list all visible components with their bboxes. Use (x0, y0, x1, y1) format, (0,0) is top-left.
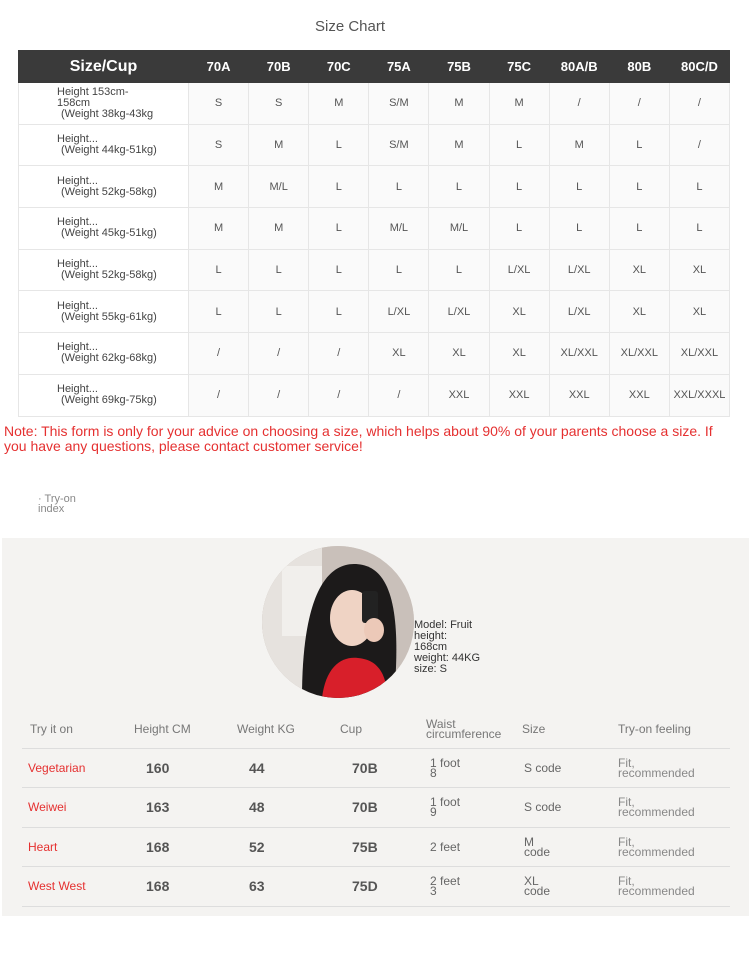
tryon-cup (332, 827, 418, 867)
row-height-range: Height... (57, 216, 98, 229)
size-row-header (19, 333, 189, 375)
size-cell: L (669, 166, 729, 208)
tryon-weight-text: 52 (249, 838, 265, 855)
tryon-header: Try it on (22, 710, 126, 748)
model-photo (262, 546, 414, 698)
size-cell: L (609, 124, 669, 166)
cup-header: 70C (309, 51, 369, 83)
size-cell: / (249, 333, 309, 375)
tryon-waist (418, 827, 514, 867)
size-cell: / (369, 374, 429, 416)
tryon-size-text: M code (524, 834, 551, 859)
row-weight-range: (Weight 52kg-58kg) (61, 185, 157, 198)
tryon-cup-text: 70B (352, 759, 378, 776)
tryon-size-text: S code (524, 760, 562, 775)
size-cell: S/M (369, 124, 429, 166)
tryon-cup (332, 788, 418, 828)
size-cell: XXL (429, 374, 489, 416)
size-cell: XL/XXL (549, 333, 609, 375)
tryon-size (514, 827, 610, 867)
tryon-header-row (22, 710, 730, 748)
tryon-weight-text: 63 (249, 878, 265, 895)
cup-header: 70A (189, 51, 249, 83)
size-cell: L (489, 124, 549, 166)
tryon-name (22, 827, 126, 867)
tryon-weight-text: 48 (249, 799, 265, 816)
tryon-feeling (610, 788, 730, 828)
tryon-feeling-text: Fit, recommended (618, 795, 695, 820)
size-cell: XL (369, 333, 429, 375)
row-height-range: Height... (57, 383, 98, 396)
row-weight-range: (Weight 44kg-51kg) (61, 144, 157, 157)
size-cell: M (429, 124, 489, 166)
tryon-cup-text: 70B (352, 799, 378, 816)
tryon-header: Height CM (126, 710, 229, 748)
size-note: Note: This form is only for your advice on choosing a size, which helps about 90% of your parents choose a size. If you have any questions, please contact customer service! (4, 423, 713, 454)
tryon-feeling-text: Fit, recommended (618, 874, 695, 899)
size-chart-row (19, 333, 730, 375)
tryon-size (514, 748, 610, 788)
size-cell: L (309, 249, 369, 291)
size-cell: L (309, 208, 369, 250)
cup-header: 80C/D (669, 51, 729, 83)
size-cell: M (249, 208, 309, 250)
tryon-feeling (610, 748, 730, 788)
tryon-feeling (610, 867, 730, 907)
size-cell: M (189, 208, 249, 250)
tryon-size (514, 788, 610, 828)
size-row-header (19, 83, 189, 125)
tryon-feeling (610, 827, 730, 867)
tryon-name (22, 788, 126, 828)
tryon-waist-text: 1 foot 8 (430, 755, 461, 780)
size-chart-row (19, 166, 730, 208)
size-cell: L/XL (429, 291, 489, 333)
tryon-name (22, 867, 126, 907)
tryon-header: Size (514, 710, 610, 748)
size-cell: L/XL (549, 249, 609, 291)
tryon-header: Cup (332, 710, 418, 748)
size-cell: / (249, 374, 309, 416)
model-height-value: 168cm (414, 641, 448, 653)
tryon-feeling-text: Fit, recommended (618, 755, 695, 780)
tryon-waist (418, 748, 514, 788)
size-cell: L (669, 208, 729, 250)
cup-header: 75A (369, 51, 429, 83)
size-cell: S (189, 83, 249, 125)
tryon-row (22, 788, 730, 828)
size-chart-row (19, 291, 730, 333)
size-chart-row (19, 124, 730, 166)
tryon-name-text: Vegetarian (28, 760, 86, 775)
tryon-name-text: Heart (28, 839, 58, 854)
size-cell: L (369, 249, 429, 291)
size-cell: / (309, 333, 369, 375)
size-chart-title: Size Chart (314, 18, 386, 35)
size-row-header (19, 166, 189, 208)
tryon-cup-text: 75D (352, 878, 378, 895)
row-height-range: Height... (57, 174, 98, 187)
size-cell: L (609, 166, 669, 208)
size-cell: / (189, 374, 249, 416)
cup-header: 80A/B (549, 51, 609, 83)
row-height-range: Height... (57, 258, 98, 271)
size-row-header (19, 291, 189, 333)
size-cell: / (309, 374, 369, 416)
size-cell: L (249, 249, 309, 291)
size-cell: M (429, 83, 489, 125)
row-height-range: Height... (57, 299, 98, 312)
row-height-range: Height 153cm-158cm (57, 85, 129, 109)
size-cell: S (249, 83, 309, 125)
model-photo-illustration (262, 546, 414, 698)
tryon-row (22, 827, 730, 867)
row-height-range: Height... (57, 341, 98, 354)
size-cell: M/L (249, 166, 309, 208)
cup-header: 70B (249, 51, 309, 83)
size-cell: XL/XXL (609, 333, 669, 375)
size-chart-row (19, 208, 730, 250)
row-weight-range: (Weight 38kg-43kg (61, 107, 154, 120)
tryon-weight-text: 44 (249, 759, 265, 776)
tryon-size (514, 867, 610, 907)
model-size: size: S (414, 663, 448, 675)
cup-header: 75B (429, 51, 489, 83)
tryon-size-text: XL code (524, 874, 551, 899)
tryon-height-text: 163 (146, 799, 170, 816)
tryon-name-text: West West (28, 879, 86, 894)
tryon-weight (229, 748, 332, 788)
tryon-row (22, 748, 730, 788)
size-cell: XXL (549, 374, 609, 416)
size-cell: XL (489, 333, 549, 375)
size-cell: XL (609, 291, 669, 333)
tryon-row (22, 867, 730, 907)
size-cell: XL (489, 291, 549, 333)
size-cell: M/L (429, 208, 489, 250)
size-chart-row (19, 83, 730, 125)
tryon-section (2, 538, 749, 916)
size-cell: XL (669, 249, 729, 291)
size-cell: L (429, 249, 489, 291)
row-weight-range: (Weight 69kg-75kg) (61, 394, 157, 407)
tryon-waist-text: 2 feet 3 (430, 874, 461, 899)
size-cell: L (189, 249, 249, 291)
size-cell: / (609, 83, 669, 125)
model-weight: weight: 44KG (414, 652, 481, 664)
tryon-height (126, 827, 229, 867)
tryon-size-text: S code (524, 800, 562, 815)
tryon-cup (332, 867, 418, 907)
tryon-header: Weight KG (229, 710, 332, 748)
tryon-waist (418, 867, 514, 907)
size-cell: L/XL (489, 249, 549, 291)
tryon-weight (229, 788, 332, 828)
size-cell: L (309, 124, 369, 166)
size-cell: L (369, 166, 429, 208)
size-cell: M (489, 83, 549, 125)
size-cell: / (669, 124, 729, 166)
size-cell: XL (669, 291, 729, 333)
size-cell: L (189, 291, 249, 333)
tryon-table (22, 710, 730, 907)
size-cell: M (189, 166, 249, 208)
size-cell: XL/XXL (669, 333, 729, 375)
size-chart-table (18, 50, 730, 417)
model-info (414, 620, 480, 675)
size-cell: XL (609, 249, 669, 291)
size-cell: L (309, 291, 369, 333)
size-cell: / (189, 333, 249, 375)
size-cell: L/XL (549, 291, 609, 333)
size-cell: L (489, 208, 549, 250)
size-cell: XL (429, 333, 489, 375)
size-chart-header-row (19, 51, 730, 83)
size-cell: S (189, 124, 249, 166)
size-cell: L (549, 166, 609, 208)
size-cell: M (249, 124, 309, 166)
size-row-header (19, 249, 189, 291)
size-row-header (19, 124, 189, 166)
tryon-cup-text: 75B (352, 838, 378, 855)
row-weight-range: (Weight 62kg-68kg) (61, 352, 157, 365)
size-cell: M (309, 83, 369, 125)
tryon-feeling-text: Fit, recommended (618, 834, 695, 859)
tryon-waist-text: 2 feet (430, 839, 461, 854)
tryon-weight (229, 867, 332, 907)
row-weight-range: (Weight 55kg-61kg) (61, 310, 157, 323)
size-cell: / (549, 83, 609, 125)
size-chart-row (19, 249, 730, 291)
size-cell: L (309, 166, 369, 208)
tryon-cup (332, 748, 418, 788)
size-cell: L (489, 166, 549, 208)
size-cell: L/XL (369, 291, 429, 333)
size-cell: XXL (609, 374, 669, 416)
tryon-name-text: Weiwei (28, 800, 67, 815)
size-cell: XXL (489, 374, 549, 416)
size-cell: L (549, 208, 609, 250)
size-cup-header: Size/Cup (19, 51, 189, 83)
tryon-height-text: 160 (146, 759, 170, 776)
size-chart-row (19, 374, 730, 416)
tryon-index-label: · Try-on index (38, 493, 76, 515)
size-cell: M (549, 124, 609, 166)
size-cell: XXL/XXXL (669, 374, 729, 416)
size-cell: L (609, 208, 669, 250)
tryon-weight (229, 827, 332, 867)
tryon-height-text: 168 (146, 878, 170, 895)
size-row-header (19, 208, 189, 250)
model-height-label: height: (414, 630, 448, 642)
tryon-height (126, 867, 229, 907)
size-row-header (19, 374, 189, 416)
cup-header: 75C (489, 51, 549, 83)
tryon-header: Try-on feeling (610, 710, 730, 748)
tryon-height (126, 748, 229, 788)
size-cell: M/L (369, 208, 429, 250)
size-cell: L (249, 291, 309, 333)
cup-header: 80B (609, 51, 669, 83)
tryon-height-text: 168 (146, 838, 170, 855)
row-weight-range: (Weight 52kg-58kg) (61, 269, 157, 282)
tryon-waist (418, 788, 514, 828)
size-cell: L (429, 166, 489, 208)
row-weight-range: (Weight 45kg-51kg) (61, 227, 157, 240)
tryon-name (22, 748, 126, 788)
size-cell: / (669, 83, 729, 125)
tryon-height (126, 788, 229, 828)
tryon-header: Waist circumference (418, 710, 514, 748)
size-cell: S/M (369, 83, 429, 125)
row-height-range: Height... (57, 133, 98, 146)
tryon-waist-text: 1 foot 9 (430, 795, 461, 820)
model-name: Model: Fruit (414, 619, 473, 631)
